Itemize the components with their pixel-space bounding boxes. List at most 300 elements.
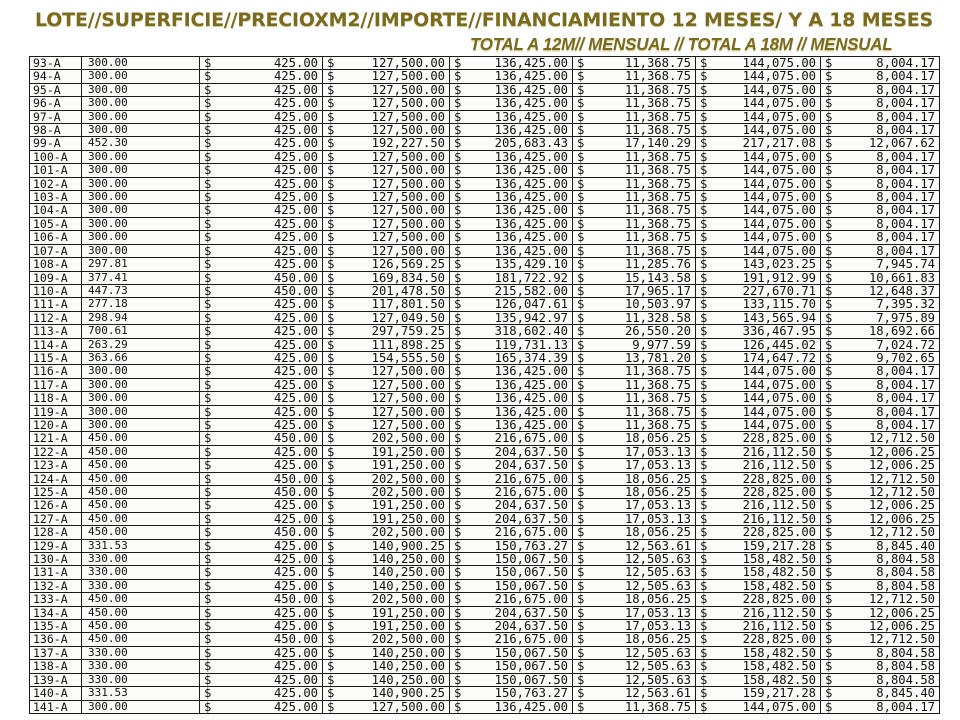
cell-value: 132-A bbox=[33, 579, 68, 593]
price-per-m2-cell bbox=[200, 646, 323, 659]
cell-value: 150,067.50 bbox=[494, 565, 568, 580]
currency-symbol: $ bbox=[577, 458, 585, 473]
amount-cell bbox=[323, 700, 450, 713]
monthly-12m-cell bbox=[573, 338, 696, 351]
cell-value: 103-A bbox=[33, 190, 68, 204]
cell-value: 277.18 bbox=[88, 297, 128, 311]
cell-value: 158,482.50 bbox=[742, 579, 816, 593]
monthly-18m-cell bbox=[821, 633, 940, 646]
lot-cell bbox=[30, 418, 82, 431]
amount-cell bbox=[323, 646, 450, 659]
cell-value: 450.00 bbox=[88, 472, 128, 485]
currency-symbol: $ bbox=[327, 458, 335, 473]
currency-symbol: $ bbox=[204, 579, 212, 593]
monthly-12m-cell bbox=[573, 97, 696, 110]
cell-value: 11,368.75 bbox=[624, 110, 691, 124]
currency-symbol: $ bbox=[204, 69, 212, 84]
currency-symbol: $ bbox=[454, 458, 462, 473]
cell-value: 300.00 bbox=[88, 203, 128, 217]
cell-value: 216,675.00 bbox=[494, 592, 568, 607]
currency-symbol: $ bbox=[327, 96, 335, 111]
cell-value: 191,250.00 bbox=[371, 512, 445, 526]
monthly-18m-cell bbox=[821, 57, 940, 70]
cell-value: 12,563.61 bbox=[624, 686, 691, 700]
lot-cell bbox=[30, 150, 82, 163]
price-per-m2-cell bbox=[200, 244, 323, 257]
table-row bbox=[30, 459, 940, 472]
cell-value: 9,977.59 bbox=[632, 338, 691, 352]
cell-value: 450.00 bbox=[273, 525, 318, 540]
cell-value: 127,500.00 bbox=[371, 190, 445, 204]
monthly-18m-cell bbox=[821, 258, 940, 271]
currency-symbol: $ bbox=[454, 579, 462, 593]
monthly-12m-cell bbox=[573, 633, 696, 646]
table-row bbox=[30, 150, 940, 163]
total-18m-cell bbox=[696, 351, 821, 364]
cell-value: 425.00 bbox=[273, 686, 318, 700]
total-12m-cell bbox=[450, 566, 573, 579]
total-18m-cell bbox=[696, 325, 821, 338]
surface-cell bbox=[82, 472, 200, 485]
total-12m-cell bbox=[450, 392, 573, 405]
currency-symbol: $ bbox=[327, 539, 335, 553]
cell-value: 136,425.00 bbox=[494, 244, 568, 258]
price-per-m2-cell bbox=[200, 405, 323, 418]
table-row bbox=[30, 445, 940, 458]
cell-value: 127,500.00 bbox=[371, 163, 445, 178]
lot-cell bbox=[30, 405, 82, 418]
cell-value: 136,425.00 bbox=[494, 230, 568, 245]
currency-symbol: $ bbox=[700, 217, 708, 231]
lot-cell bbox=[30, 325, 82, 338]
amount-cell bbox=[323, 110, 450, 123]
currency-symbol: $ bbox=[577, 498, 585, 513]
currency-symbol: $ bbox=[577, 284, 585, 298]
cell-value: 12,563.61 bbox=[624, 539, 691, 553]
cell-value: 11,368.75 bbox=[624, 391, 691, 406]
price-per-m2-cell bbox=[200, 660, 323, 673]
cell-value: 140,250.00 bbox=[371, 646, 445, 660]
currency-symbol: $ bbox=[204, 324, 212, 339]
price-per-m2-cell bbox=[200, 539, 323, 552]
table-row bbox=[30, 217, 940, 230]
lot-cell bbox=[30, 620, 82, 633]
monthly-18m-cell bbox=[821, 405, 940, 418]
price-per-m2-cell bbox=[200, 70, 323, 83]
total-18m-cell bbox=[696, 311, 821, 324]
amount-cell bbox=[323, 405, 450, 418]
lot-cell bbox=[30, 124, 82, 137]
monthly-18m-cell bbox=[821, 191, 940, 204]
cell-value: 204,637.50 bbox=[494, 619, 568, 633]
total-18m-cell bbox=[696, 700, 821, 713]
monthly-12m-cell bbox=[573, 566, 696, 579]
monthly-12m-cell bbox=[573, 378, 696, 391]
total-12m-cell bbox=[450, 700, 573, 713]
amount-cell bbox=[323, 338, 450, 351]
currency-symbol: $ bbox=[577, 552, 585, 566]
currency-symbol: $ bbox=[825, 472, 833, 486]
currency-symbol: $ bbox=[700, 445, 708, 459]
column-subtitle: TOTAL A 12M// MENSUAL // TOTAL A 18M // MENSUAL bbox=[470, 34, 893, 55]
cell-value: 96-A bbox=[33, 96, 61, 111]
cell-value: 158,482.50 bbox=[742, 659, 816, 674]
price-per-m2-cell bbox=[200, 365, 323, 378]
cell-value: 216,112.50 bbox=[742, 458, 816, 473]
price-per-m2-cell bbox=[200, 526, 323, 539]
currency-symbol: $ bbox=[204, 606, 212, 620]
monthly-12m-cell bbox=[573, 311, 696, 324]
cell-value: 425.00 bbox=[273, 56, 318, 70]
currency-symbol: $ bbox=[327, 378, 335, 392]
amount-cell bbox=[323, 83, 450, 96]
currency-symbol: $ bbox=[577, 700, 585, 714]
total-12m-cell bbox=[450, 258, 573, 271]
amount-cell bbox=[323, 606, 450, 619]
cell-value: 11,368.75 bbox=[624, 378, 691, 392]
cell-value: 126,569.25 bbox=[371, 257, 445, 271]
cell-value: 150,067.50 bbox=[494, 552, 568, 566]
table-row bbox=[30, 124, 940, 137]
monthly-12m-cell bbox=[573, 57, 696, 70]
cell-value: 425.00 bbox=[273, 445, 318, 459]
currency-symbol: $ bbox=[700, 700, 708, 714]
cell-value: 425.00 bbox=[273, 177, 318, 191]
currency-symbol: $ bbox=[327, 257, 335, 271]
currency-symbol: $ bbox=[454, 565, 462, 580]
cell-value: 112-A bbox=[33, 311, 68, 325]
cell-value: 11,285.76 bbox=[624, 257, 691, 271]
surface-cell bbox=[82, 700, 200, 713]
monthly-18m-cell bbox=[821, 566, 940, 579]
cell-value: 11,368.75 bbox=[624, 150, 691, 164]
surface-cell bbox=[82, 673, 200, 686]
cell-value: 12,505.63 bbox=[624, 552, 691, 566]
total-12m-cell bbox=[450, 325, 573, 338]
currency-symbol: $ bbox=[454, 271, 462, 285]
currency-symbol: $ bbox=[577, 512, 585, 526]
cell-value: 11,368.75 bbox=[624, 163, 691, 178]
lot-cell bbox=[30, 526, 82, 539]
total-18m-cell bbox=[696, 673, 821, 686]
monthly-18m-cell bbox=[821, 579, 940, 592]
lot-cell bbox=[30, 687, 82, 700]
currency-symbol: $ bbox=[204, 136, 212, 151]
cell-value: 425.00 bbox=[273, 203, 318, 218]
monthly-12m-cell bbox=[573, 231, 696, 244]
monthly-12m-cell bbox=[573, 137, 696, 150]
cell-value: 120-A bbox=[33, 418, 68, 432]
cell-value: 117,801.50 bbox=[371, 297, 445, 312]
cell-value: 425.00 bbox=[273, 405, 318, 419]
cell-value: 300.00 bbox=[88, 391, 128, 405]
amount-cell bbox=[323, 351, 450, 364]
currency-symbol: $ bbox=[577, 646, 585, 660]
cell-value: 8,804.58 bbox=[876, 673, 935, 687]
currency-symbol: $ bbox=[825, 391, 833, 406]
cell-value: 15,143.58 bbox=[624, 271, 691, 285]
total-18m-cell bbox=[696, 124, 821, 137]
currency-symbol: $ bbox=[204, 217, 212, 231]
surface-cell bbox=[82, 553, 200, 566]
cell-value: 143,023.25 bbox=[742, 257, 816, 271]
currency-symbol: $ bbox=[700, 418, 708, 432]
total-12m-cell bbox=[450, 673, 573, 686]
currency-symbol: $ bbox=[577, 338, 585, 352]
cell-value: 17,053.13 bbox=[624, 458, 691, 473]
cell-value: 216,112.50 bbox=[742, 445, 816, 459]
total-18m-cell bbox=[696, 472, 821, 485]
total-18m-cell bbox=[696, 392, 821, 405]
currency-symbol: $ bbox=[825, 700, 833, 714]
monthly-12m-cell bbox=[573, 579, 696, 592]
currency-symbol: $ bbox=[825, 123, 833, 137]
currency-symbol: $ bbox=[454, 485, 462, 499]
currency-symbol: $ bbox=[454, 646, 462, 660]
surface-cell bbox=[82, 687, 200, 700]
currency-symbol: $ bbox=[204, 338, 212, 352]
currency-symbol: $ bbox=[700, 485, 708, 499]
currency-symbol: $ bbox=[327, 110, 335, 124]
currency-symbol: $ bbox=[204, 525, 212, 540]
total-12m-cell bbox=[450, 553, 573, 566]
total-18m-cell bbox=[696, 486, 821, 499]
table-row bbox=[30, 405, 940, 418]
currency-symbol: $ bbox=[327, 150, 335, 164]
cell-value: 144,075.00 bbox=[742, 56, 816, 70]
cell-value: 138-A bbox=[33, 659, 68, 674]
currency-symbol: $ bbox=[825, 203, 833, 218]
cell-value: 330.00 bbox=[88, 565, 128, 579]
currency-symbol: $ bbox=[454, 297, 462, 312]
cell-value: 136,425.00 bbox=[494, 203, 568, 218]
amount-cell bbox=[323, 150, 450, 163]
cell-value: 11,368.75 bbox=[624, 203, 691, 218]
cell-value: 18,056.25 bbox=[624, 632, 691, 647]
monthly-12m-cell bbox=[573, 325, 696, 338]
cell-value: 331.53 bbox=[88, 686, 128, 700]
monthly-12m-cell bbox=[573, 593, 696, 606]
cell-value: 8,804.58 bbox=[876, 659, 935, 674]
currency-symbol: $ bbox=[577, 485, 585, 499]
currency-symbol: $ bbox=[204, 686, 212, 700]
cell-value: 136,425.00 bbox=[494, 69, 568, 84]
monthly-18m-cell bbox=[821, 553, 940, 566]
currency-symbol: $ bbox=[327, 163, 335, 178]
monthly-18m-cell bbox=[821, 311, 940, 324]
total-12m-cell bbox=[450, 539, 573, 552]
cell-value: 425.00 bbox=[273, 458, 318, 473]
currency-symbol: $ bbox=[825, 311, 833, 325]
currency-symbol: $ bbox=[204, 311, 212, 325]
cell-value: 10,503.97 bbox=[624, 297, 691, 312]
currency-symbol: $ bbox=[204, 244, 212, 258]
surface-cell bbox=[82, 124, 200, 137]
cell-value: 450.00 bbox=[88, 632, 128, 646]
cell-value: 202,500.00 bbox=[371, 525, 445, 540]
lot-cell bbox=[30, 298, 82, 311]
cell-value: 17,053.13 bbox=[624, 498, 691, 513]
total-18m-cell bbox=[696, 83, 821, 96]
currency-symbol: $ bbox=[327, 271, 335, 285]
cell-value: 150,763.27 bbox=[494, 539, 568, 553]
total-12m-cell bbox=[450, 633, 573, 646]
currency-symbol: $ bbox=[327, 418, 335, 432]
currency-symbol: $ bbox=[700, 338, 708, 352]
total-12m-cell bbox=[450, 620, 573, 633]
table-row bbox=[30, 298, 940, 311]
cell-value: 11,368.75 bbox=[624, 96, 691, 111]
lot-cell bbox=[30, 351, 82, 364]
currency-symbol: $ bbox=[825, 378, 833, 392]
cell-value: 450.00 bbox=[88, 445, 128, 458]
total-18m-cell bbox=[696, 526, 821, 539]
total-18m-cell bbox=[696, 150, 821, 163]
currency-symbol: $ bbox=[577, 391, 585, 406]
cell-value: 11,368.75 bbox=[624, 230, 691, 245]
currency-symbol: $ bbox=[700, 150, 708, 164]
currency-symbol: $ bbox=[825, 659, 833, 674]
amount-cell bbox=[323, 311, 450, 324]
lot-cell bbox=[30, 258, 82, 271]
currency-symbol: $ bbox=[825, 96, 833, 111]
cell-value: 300.00 bbox=[88, 418, 128, 431]
currency-symbol: $ bbox=[825, 525, 833, 540]
currency-symbol: $ bbox=[700, 110, 708, 124]
price-per-m2-cell bbox=[200, 593, 323, 606]
currency-symbol: $ bbox=[825, 405, 833, 419]
cell-value: 109-A bbox=[33, 271, 68, 285]
currency-symbol: $ bbox=[327, 700, 335, 714]
table-row bbox=[30, 432, 940, 445]
monthly-18m-cell bbox=[821, 646, 940, 659]
cell-value: 127,500.00 bbox=[371, 110, 445, 124]
cell-value: 11,368.75 bbox=[624, 405, 691, 419]
amount-cell bbox=[323, 512, 450, 525]
monthly-12m-cell bbox=[573, 150, 696, 163]
surface-cell bbox=[82, 137, 200, 150]
surface-cell bbox=[82, 405, 200, 418]
currency-symbol: $ bbox=[825, 364, 833, 379]
surface-cell bbox=[82, 365, 200, 378]
monthly-18m-cell bbox=[821, 472, 940, 485]
cell-value: 425.00 bbox=[273, 619, 318, 633]
monthly-12m-cell bbox=[573, 553, 696, 566]
surface-cell bbox=[82, 646, 200, 659]
currency-symbol: $ bbox=[454, 351, 462, 365]
currency-symbol: $ bbox=[204, 150, 212, 164]
cell-value: 330.00 bbox=[88, 552, 128, 566]
currency-symbol: $ bbox=[577, 539, 585, 553]
amount-cell bbox=[323, 418, 450, 431]
cell-value: 12,006.25 bbox=[868, 445, 935, 459]
cell-value: 150,067.50 bbox=[494, 673, 568, 687]
currency-symbol: $ bbox=[700, 592, 708, 607]
amount-cell bbox=[323, 620, 450, 633]
currency-symbol: $ bbox=[700, 378, 708, 392]
table-row bbox=[30, 191, 940, 204]
cell-value: 136-A bbox=[33, 632, 68, 647]
cell-value: 123-A bbox=[33, 458, 68, 473]
cell-value: 191,250.00 bbox=[371, 458, 445, 473]
total-12m-cell bbox=[450, 512, 573, 525]
surface-cell bbox=[82, 271, 200, 284]
currency-symbol: $ bbox=[327, 565, 335, 580]
total-18m-cell bbox=[696, 137, 821, 150]
cell-value: 227,670.71 bbox=[742, 284, 816, 298]
table-row bbox=[30, 231, 940, 244]
cell-value: 300.00 bbox=[88, 150, 128, 163]
currency-symbol: $ bbox=[327, 659, 335, 674]
monthly-12m-cell bbox=[573, 164, 696, 177]
total-12m-cell bbox=[450, 499, 573, 512]
cell-value: 140,250.00 bbox=[371, 579, 445, 593]
cell-value: 425.00 bbox=[273, 378, 318, 392]
surface-cell bbox=[82, 418, 200, 431]
price-per-m2-cell bbox=[200, 204, 323, 217]
price-per-m2-cell bbox=[200, 124, 323, 137]
monthly-12m-cell bbox=[573, 445, 696, 458]
cell-value: 8,004.17 bbox=[876, 244, 935, 258]
cell-value: 11,368.75 bbox=[624, 56, 691, 70]
currency-symbol: $ bbox=[204, 203, 212, 218]
cell-value: 126,047.61 bbox=[494, 297, 568, 312]
total-12m-cell bbox=[450, 365, 573, 378]
currency-symbol: $ bbox=[327, 244, 335, 258]
cell-value: 300.00 bbox=[88, 69, 128, 83]
cell-value: 8,004.17 bbox=[876, 405, 935, 419]
total-12m-cell bbox=[450, 110, 573, 123]
cell-value: 450.00 bbox=[273, 431, 318, 446]
currency-symbol: $ bbox=[327, 391, 335, 406]
monthly-12m-cell bbox=[573, 124, 696, 137]
cell-value: 300.00 bbox=[88, 83, 128, 96]
currency-symbol: $ bbox=[577, 565, 585, 580]
currency-symbol: $ bbox=[825, 351, 833, 365]
monthly-12m-cell bbox=[573, 284, 696, 297]
currency-symbol: $ bbox=[700, 431, 708, 446]
currency-symbol: $ bbox=[454, 150, 462, 164]
cell-value: 124-A bbox=[33, 472, 68, 486]
surface-cell bbox=[82, 83, 200, 96]
total-12m-cell bbox=[450, 526, 573, 539]
monthly-18m-cell bbox=[821, 124, 940, 137]
cell-value: 165,374.39 bbox=[494, 351, 568, 365]
currency-symbol: $ bbox=[700, 673, 708, 687]
cell-value: 425.00 bbox=[273, 606, 318, 620]
price-per-m2-cell bbox=[200, 110, 323, 123]
currency-symbol: $ bbox=[700, 324, 708, 339]
price-per-m2-cell bbox=[200, 472, 323, 485]
monthly-18m-cell bbox=[821, 338, 940, 351]
lot-cell bbox=[30, 499, 82, 512]
currency-symbol: $ bbox=[825, 445, 833, 459]
currency-symbol: $ bbox=[700, 136, 708, 151]
cell-value: 98-A bbox=[33, 123, 61, 137]
cell-value: 144,075.00 bbox=[742, 391, 816, 406]
currency-symbol: $ bbox=[327, 512, 335, 526]
currency-symbol: $ bbox=[825, 498, 833, 513]
cell-value: 97-A bbox=[33, 110, 61, 124]
cell-value: 136,425.00 bbox=[494, 177, 568, 191]
cell-value: 127,500.00 bbox=[371, 56, 445, 70]
cell-value: 12,006.25 bbox=[868, 606, 935, 620]
currency-symbol: $ bbox=[700, 123, 708, 137]
cell-value: 450.00 bbox=[273, 632, 318, 647]
surface-cell bbox=[82, 284, 200, 297]
cell-value: 139-A bbox=[33, 673, 68, 687]
cell-value: 144,075.00 bbox=[742, 418, 816, 432]
